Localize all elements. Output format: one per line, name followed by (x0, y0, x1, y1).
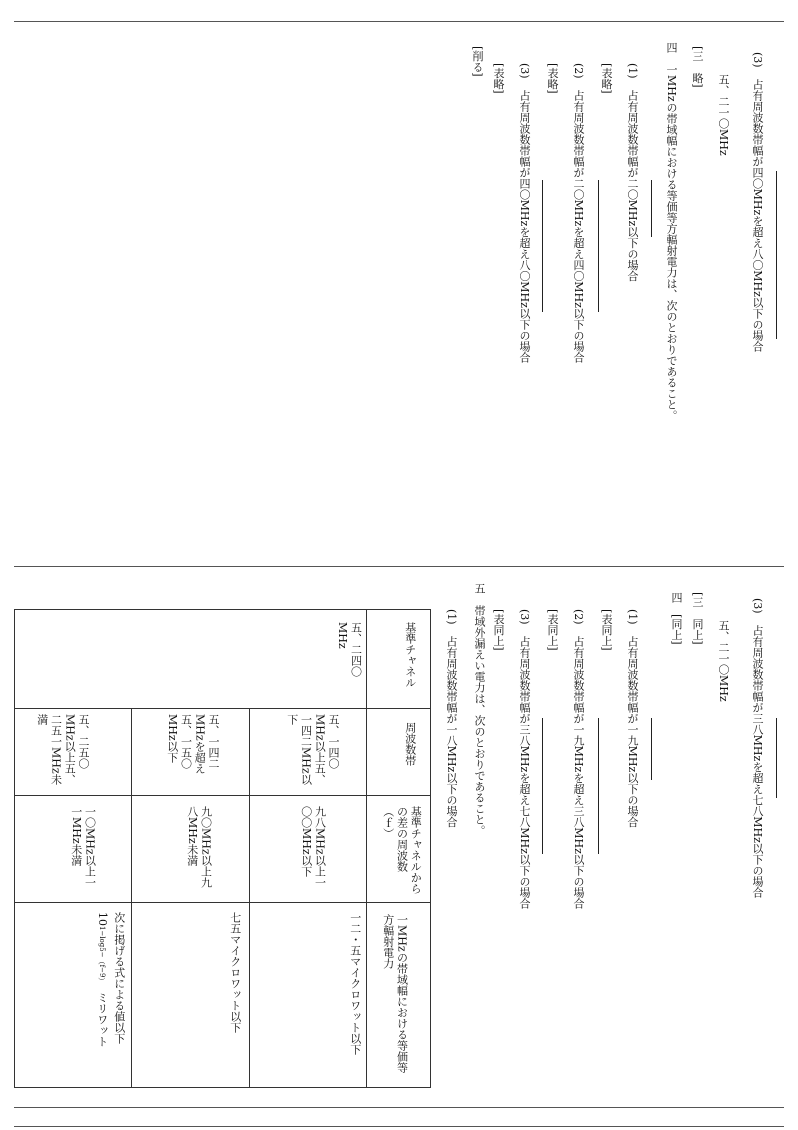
table-row-divider (131, 708, 132, 1087)
table-header-frequency-band: 周波数帯 (403, 722, 417, 766)
table-row-2-frequency: 五、一四二MHzを超え五、一五〇MHz以下 (165, 714, 220, 774)
top-sub-1: (1) 占有周波数帯幅が二〇MHz以下の場合 (626, 52, 639, 282)
table-col-divider (15, 708, 430, 709)
underline-mark (651, 718, 652, 780)
table-row-3-power-formula (95, 912, 109, 1047)
table-row-2-power: 七五マイクロワット以下 (228, 912, 242, 1033)
table-header-difference: 基準チャネルからの差の周波数（ｆ） (381, 806, 423, 894)
table-col-divider (15, 795, 430, 796)
table-header-power: 一MHzの帯域幅における等価等方輻射電力 (381, 914, 409, 1073)
middle-divider (14, 566, 784, 567)
table-row-1-difference: 九八MHz以上一〇〇MHz以下 (299, 806, 327, 888)
emission-table (14, 609, 431, 1088)
bottom-section-5-heading: 五 帯域外漏えい電力は、次のとおりであること。 (473, 583, 486, 836)
table-row-divider (366, 610, 367, 1087)
top-border (14, 21, 784, 22)
formula-base: 10 (95, 912, 109, 926)
top-table-omitted-3: [表略] (492, 52, 505, 94)
bottom-table-same-3: [表同上] (492, 598, 505, 651)
underline-mark (542, 180, 543, 312)
table-col-divider (15, 902, 430, 903)
underline-mark (651, 180, 652, 237)
bottom-table-same-1: [表同上] (600, 598, 613, 651)
top-sub-3: (3) 占有周波数帯幅が四〇MHzを超え八〇MHz以下の場合 (518, 52, 531, 363)
bottom-section-4-same: 四 [同上] (670, 592, 683, 645)
bottom-border (14, 1126, 784, 1127)
table-row-3-frequency: 五、二五〇MHz以上五、二五一MHz未満 (35, 714, 90, 785)
top-section-3-omitted: [三 略] (691, 46, 704, 88)
top-sub-2: (2) 占有周波数帯幅が二〇MHzを超え四〇MHz以下の場合 (572, 52, 585, 363)
table-row-1-frequency: 五、一四〇MHz以上五、一四二MHz以下 (285, 714, 340, 785)
bottom-item-3-heading: (3) 占有周波数帯幅が三八MHzを超え七八MHz以下の場合 (751, 598, 764, 898)
top-frequency-line: 五、二一〇MHz (717, 52, 730, 156)
top-table-omitted-2: [表略] (546, 52, 559, 94)
table-channel-value: 五、二四〇MHz (335, 622, 363, 677)
underline-mark (776, 171, 777, 339)
bottom-table-same-2: [表同上] (546, 598, 559, 651)
table-row-1-power: 一二・五マイクロワット以下 (348, 912, 362, 1055)
underline-mark (598, 718, 599, 854)
bottom-sub-2: (2) 占有周波数帯幅が一九MHzを超え三八MHz以下の場合 (572, 598, 585, 909)
table-row-divider (249, 708, 250, 1087)
formula-unit: ミリワット (95, 991, 109, 1047)
bottom-sub-5-1: (1) 占有周波数帯幅が一八MHz以下の場合 (445, 598, 458, 828)
table-bottom-rule (14, 1107, 784, 1108)
table-row-3-power-text: 次に掲げる式による値以下 (112, 912, 126, 1044)
table-row-2-difference: 九〇MHz以上九八MHz未満 (185, 806, 213, 888)
bottom-frequency-line: 五、二一〇MHz (717, 598, 730, 702)
underline-mark (598, 180, 599, 312)
bottom-sub-3: (3) 占有周波数帯幅が三八MHzを超え七八MHz以下の場合 (518, 598, 531, 909)
bottom-section-3-same: [三 同上] (691, 592, 704, 645)
table-header-channel: 基準チャネル (403, 622, 417, 688)
top-section-4-heading: 四 一MHzの帯域幅における等価等方輻射電力は、次のとおりであること。 (665, 42, 678, 421)
table-row-3-difference: 一〇MHz以上一一MHz未満 (69, 806, 97, 888)
underline-mark (542, 718, 543, 854)
top-deleted-note: [削る] (471, 46, 484, 77)
top-item-3-heading: (3) 占有周波数帯幅が四〇MHzを超え八〇MHz以下の場合 (751, 52, 764, 352)
top-table-omitted-1: [表略] (600, 52, 613, 94)
underline-mark (776, 718, 777, 798)
bottom-sub-1: (1) 占有周波数帯幅が一九MHz以下の場合 (626, 598, 639, 828)
formula-exponent: 1−log5−（f−9） (97, 926, 106, 981)
